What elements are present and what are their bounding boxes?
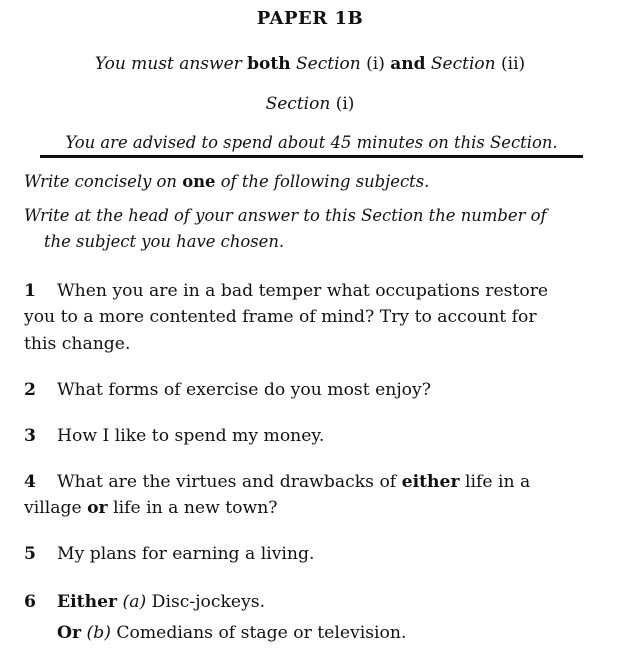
answer-both-instruction — [0, 54, 620, 74]
question-bold-or: or — [87, 498, 108, 518]
instruction-numeral: (i) — [366, 54, 385, 74]
question-bold-either: either — [401, 472, 460, 492]
instruction-bold-both: both — [247, 54, 291, 74]
paper-title: PAPER 1B — [256, 8, 364, 29]
question-text: village — [24, 498, 82, 518]
instruction-numeral: (ii) — [501, 54, 526, 74]
question-number: 3 — [24, 426, 36, 446]
question-number: 2 — [24, 380, 36, 400]
option-label-b: (b) — [86, 623, 111, 643]
underline-rule — [40, 155, 583, 158]
question-text: How I like to spend my money. — [57, 426, 325, 446]
instruction-bold-one: one — [182, 172, 216, 191]
time-advice: You are advised to spend about 45 minutes on this Section. — [65, 133, 558, 152]
instruction-bold-and: and — [390, 54, 426, 74]
question-1-line2: you to a more contented frame of mind? Try to account for — [24, 307, 537, 327]
section-word: Section — [265, 94, 331, 114]
write-number-instruction-line2: the subject you have chosen. — [44, 232, 285, 251]
question-1-line1 — [24, 281, 548, 301]
instruction-text: You must answer — [94, 54, 242, 74]
question-number: 5 — [24, 544, 36, 564]
question-4-line1 — [24, 472, 530, 492]
question-6-or — [57, 623, 406, 643]
write-concisely-instruction — [24, 172, 429, 191]
section-numeral: (i) — [335, 94, 355, 114]
question-number: 1 — [24, 281, 36, 301]
question-1-line3: this change. — [24, 334, 131, 354]
question-5 — [24, 544, 314, 564]
question-bold-or: Or — [57, 623, 82, 643]
question-text: What are the virtues and drawbacks of — [57, 472, 397, 492]
instruction-text: Section — [296, 54, 361, 74]
instruction-text: Section — [430, 54, 496, 74]
question-text: What forms of exercise do you most enjoy? — [57, 380, 431, 400]
question-number: 4 — [24, 472, 36, 492]
question-text: My plans for earning a living. — [57, 544, 315, 564]
question-bold-either: Either — [57, 592, 118, 612]
question-2 — [24, 380, 431, 400]
question-6-either — [24, 592, 265, 612]
question-number: 6 — [24, 592, 36, 612]
question-3 — [24, 426, 324, 446]
question-text: life in a — [465, 472, 531, 492]
option-text-a: Disc-jockeys. — [151, 592, 266, 612]
section-heading — [0, 94, 620, 114]
instruction-text: Write concisely on — [24, 172, 177, 191]
option-label-a: (a) — [122, 592, 147, 612]
question-4-line2 — [24, 498, 278, 518]
question-text: life in a new town? — [113, 498, 278, 518]
instruction-text: of the following subjects. — [220, 172, 430, 191]
write-number-instruction-line1: Write at the head of your answer to this Section the number of — [24, 206, 547, 225]
option-text-b: Comedians of stage or television. — [116, 623, 407, 643]
question-text: When you are in a bad temper what occupations restore — [57, 281, 549, 301]
